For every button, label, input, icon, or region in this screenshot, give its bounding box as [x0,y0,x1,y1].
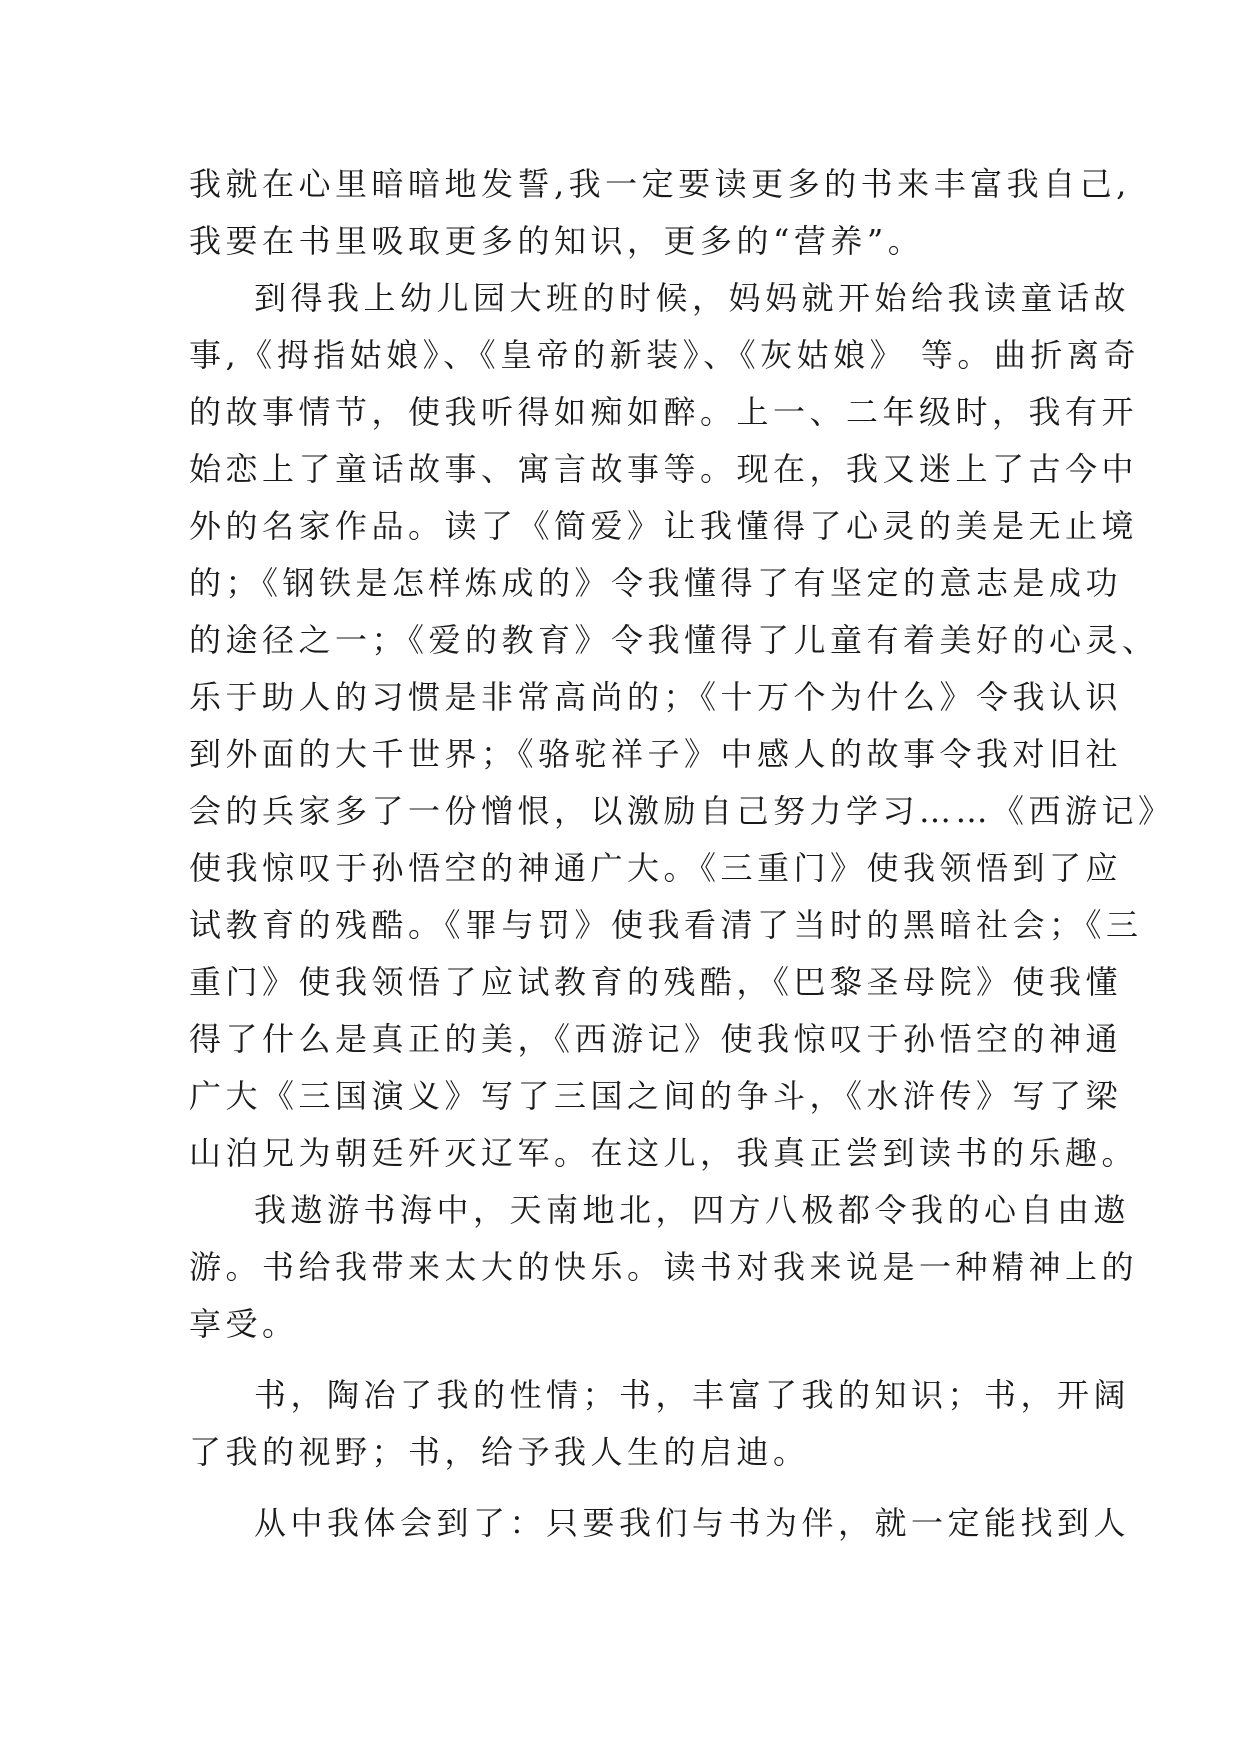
text-line: 重门》使我领悟了应试教育的残酷，《巴黎圣母院》使我懂 [189,963,1123,1001]
text-line: 我要在书里吸取更多的知识，更多的“营养”。 [189,222,925,260]
text-line: 试教育的残酷。《罪与罚》使我看清了当时的黑暗社会；《三 [189,906,1143,944]
text-line: 的途径之一；《爱的教育》令我懂得了儿童有着美好的心灵、 [189,621,1159,659]
text-line: 享受。 [189,1305,299,1343]
text-line: 外的名家作品。读了《简爱》让我懂得了心灵的美是无止境 [189,507,1139,545]
text-line: 游。书给我带来太大的快乐。读书对我来说是一种精神上的 [189,1248,1139,1286]
paragraph-start-line: 书，陶冶了我的性情；书，丰富了我的知识；书，开阔 [254,1376,1131,1414]
paragraph-start-line: 从中我体会到了：只要我们与书为伴，就一定能找到人 [254,1504,1131,1542]
text-line: 会的兵家多了一份憎恨，以激励自己努力学习……《西游记》 [189,792,1175,830]
text-line: 我就在心里暗暗地发誓,我一定要读更多的书来丰富我自己, [189,165,1131,203]
text-line: 使我惊叹于孙悟空的神通广大。《三重门》使我领悟到了应 [189,849,1123,887]
text-line: 到外面的大千世界；《骆驼祥子》中感人的故事令我对旧社 [189,735,1123,773]
text-line: 山泊兄为朝廷歼灭辽军。在这儿，我真正尝到读书的乐趣。 [189,1134,1139,1172]
paragraph-start-line: 我遨游书海中，天南地北，四方八极都令我的心自由遨 [254,1191,1131,1229]
text-line: 的故事情节，使我听得如痴如醉。上一、二年级时，我有开 [189,393,1139,431]
paragraph-start-line: 到得我上幼儿园大班的时候，妈妈就开始给我读童话故 [254,279,1131,317]
text-line: 事,《拇指姑娘》、《皇帝的新装》、《灰姑娘》 等。曲折离奇 [189,336,1140,374]
text-line: 得了什么是真正的美，《西游记》使我惊叹于孙悟空的神通 [189,1020,1123,1058]
text-line: 广大《三国演义》写了三国之间的争斗，《水浒传》写了梁 [189,1077,1123,1115]
text-line: 乐于助人的习惯是非常高尚的；《十万个为什么》令我认识 [189,678,1123,716]
text-line: 始恋上了童话故事、寓言故事等。现在，我又迷上了古今中 [189,450,1139,488]
text-line: 了我的视野；书，给予我人生的启迪。 [189,1433,810,1471]
text-line: 的；《钢铁是怎样炼成的》令我懂得了有坚定的意志是成功 [189,564,1123,602]
